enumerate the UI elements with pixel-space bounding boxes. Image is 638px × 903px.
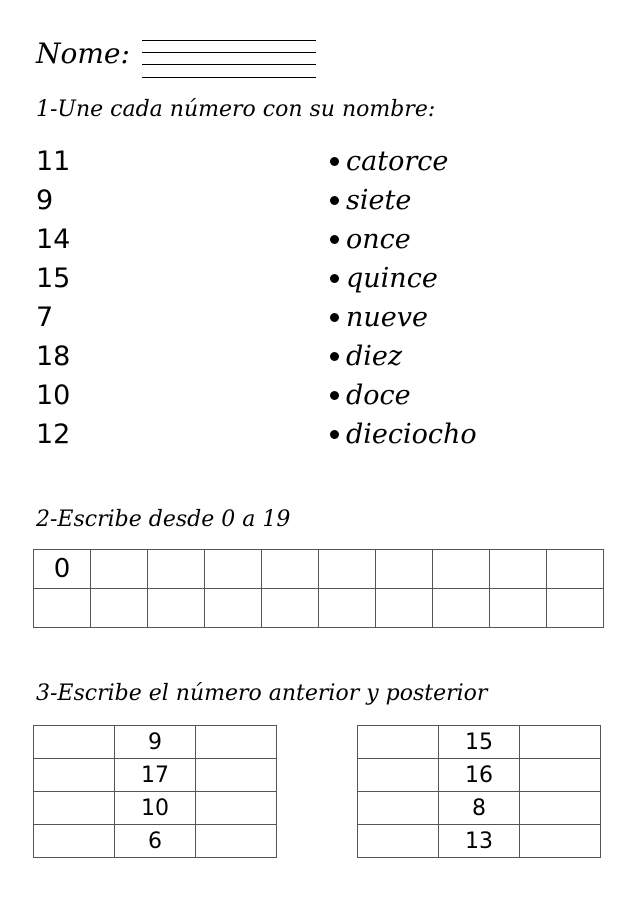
- grid-cell[interactable]: [262, 589, 319, 628]
- before-after-table-left: [33, 725, 277, 858]
- word-label: doce: [346, 380, 411, 411]
- given-number-cell: 15: [439, 726, 520, 759]
- before-cell[interactable]: [358, 759, 439, 792]
- word-label: nueve: [346, 302, 428, 333]
- after-cell[interactable]: [196, 759, 277, 792]
- number-item: 7: [36, 302, 54, 333]
- before-cell[interactable]: [358, 726, 439, 759]
- grid-cell[interactable]: [262, 550, 319, 589]
- section3-title: 3-Escribe el número anterior y posterior: [36, 681, 488, 706]
- before-cell[interactable]: [34, 825, 115, 858]
- grid-cell[interactable]: [319, 550, 376, 589]
- after-cell[interactable]: [196, 825, 277, 858]
- bullet-dot-icon[interactable]: [330, 430, 339, 439]
- given-number-cell: 16: [439, 759, 520, 792]
- after-cell[interactable]: [520, 825, 601, 858]
- grid-cell[interactable]: [376, 589, 433, 628]
- before-cell[interactable]: [34, 792, 115, 825]
- grid-cell[interactable]: [433, 550, 490, 589]
- word-label: diez: [346, 341, 403, 372]
- before-after-table-right: [357, 725, 601, 858]
- name-write-lines[interactable]: [142, 40, 316, 80]
- before-cell[interactable]: [34, 726, 115, 759]
- word-item[interactable]: [330, 181, 570, 220]
- grid-cell[interactable]: [490, 550, 547, 589]
- word-item[interactable]: [330, 415, 570, 454]
- bullet-dot-icon[interactable]: [330, 235, 339, 244]
- bullet-dot-icon[interactable]: [330, 391, 339, 400]
- table-row: [358, 825, 601, 858]
- number-item: 14: [36, 224, 71, 255]
- grid-cell[interactable]: [490, 589, 547, 628]
- grid-cell[interactable]: [547, 550, 604, 589]
- grid-row: [34, 589, 604, 628]
- after-cell[interactable]: [520, 726, 601, 759]
- table-row: [34, 792, 277, 825]
- grid-cell[interactable]: [34, 589, 91, 628]
- given-number-cell: 13: [439, 825, 520, 858]
- grid-cell[interactable]: [91, 589, 148, 628]
- grid-cell[interactable]: [91, 550, 148, 589]
- after-cell[interactable]: [196, 792, 277, 825]
- word-list: [330, 142, 570, 454]
- grid-cell[interactable]: [547, 589, 604, 628]
- bullet-dot-icon[interactable]: [330, 274, 339, 283]
- word-label: siete: [346, 185, 412, 216]
- table-row: [358, 726, 601, 759]
- given-number-cell: 17: [115, 759, 196, 792]
- before-cell[interactable]: [34, 759, 115, 792]
- word-label: once: [346, 224, 411, 255]
- after-cell[interactable]: [196, 726, 277, 759]
- given-number-cell: 6: [115, 825, 196, 858]
- number-item: 15: [36, 263, 71, 294]
- name-label: Nome:: [36, 37, 130, 70]
- grid-cell[interactable]: [148, 550, 205, 589]
- table-row: [34, 726, 277, 759]
- section1-title: 1-Une cada número con su nombre:: [36, 97, 436, 122]
- given-number-cell: 9: [115, 726, 196, 759]
- given-number-cell: 10: [115, 792, 196, 825]
- given-number-cell: 8: [439, 792, 520, 825]
- word-item[interactable]: [330, 376, 570, 415]
- grid-cell[interactable]: [319, 589, 376, 628]
- before-cell[interactable]: [358, 825, 439, 858]
- number-item: 11: [36, 146, 71, 177]
- after-cell[interactable]: [520, 792, 601, 825]
- after-cell[interactable]: [520, 759, 601, 792]
- table-row: [358, 759, 601, 792]
- number-item: 18: [36, 341, 71, 372]
- table-row: [34, 825, 277, 858]
- word-item[interactable]: [330, 298, 570, 337]
- number-grid: [33, 549, 604, 628]
- grid-cell[interactable]: [205, 589, 262, 628]
- bullet-dot-icon[interactable]: [330, 157, 339, 166]
- word-label: catorce: [346, 146, 449, 177]
- word-item[interactable]: [330, 337, 570, 376]
- grid-cell[interactable]: [433, 589, 490, 628]
- grid-cell[interactable]: [148, 589, 205, 628]
- bullet-dot-icon[interactable]: [330, 196, 339, 205]
- number-list: [36, 142, 156, 454]
- number-item: 10: [36, 380, 71, 411]
- number-item: 9: [36, 185, 54, 216]
- grid-row: [34, 550, 604, 589]
- word-item[interactable]: [330, 142, 570, 181]
- before-cell[interactable]: [358, 792, 439, 825]
- word-label: dieciocho: [346, 419, 477, 450]
- table-row: [34, 759, 277, 792]
- word-label: quince: [346, 263, 438, 294]
- grid-cell[interactable]: 0: [34, 550, 91, 589]
- bullet-dot-icon[interactable]: [330, 313, 339, 322]
- table-row: [358, 792, 601, 825]
- bullet-dot-icon[interactable]: [330, 352, 339, 361]
- word-item[interactable]: [330, 259, 570, 298]
- grid-cell[interactable]: [376, 550, 433, 589]
- word-item[interactable]: [330, 220, 570, 259]
- grid-cell[interactable]: [205, 550, 262, 589]
- number-item: 12: [36, 419, 71, 450]
- section2-title: 2-Escribe desde 0 a 19: [36, 507, 291, 532]
